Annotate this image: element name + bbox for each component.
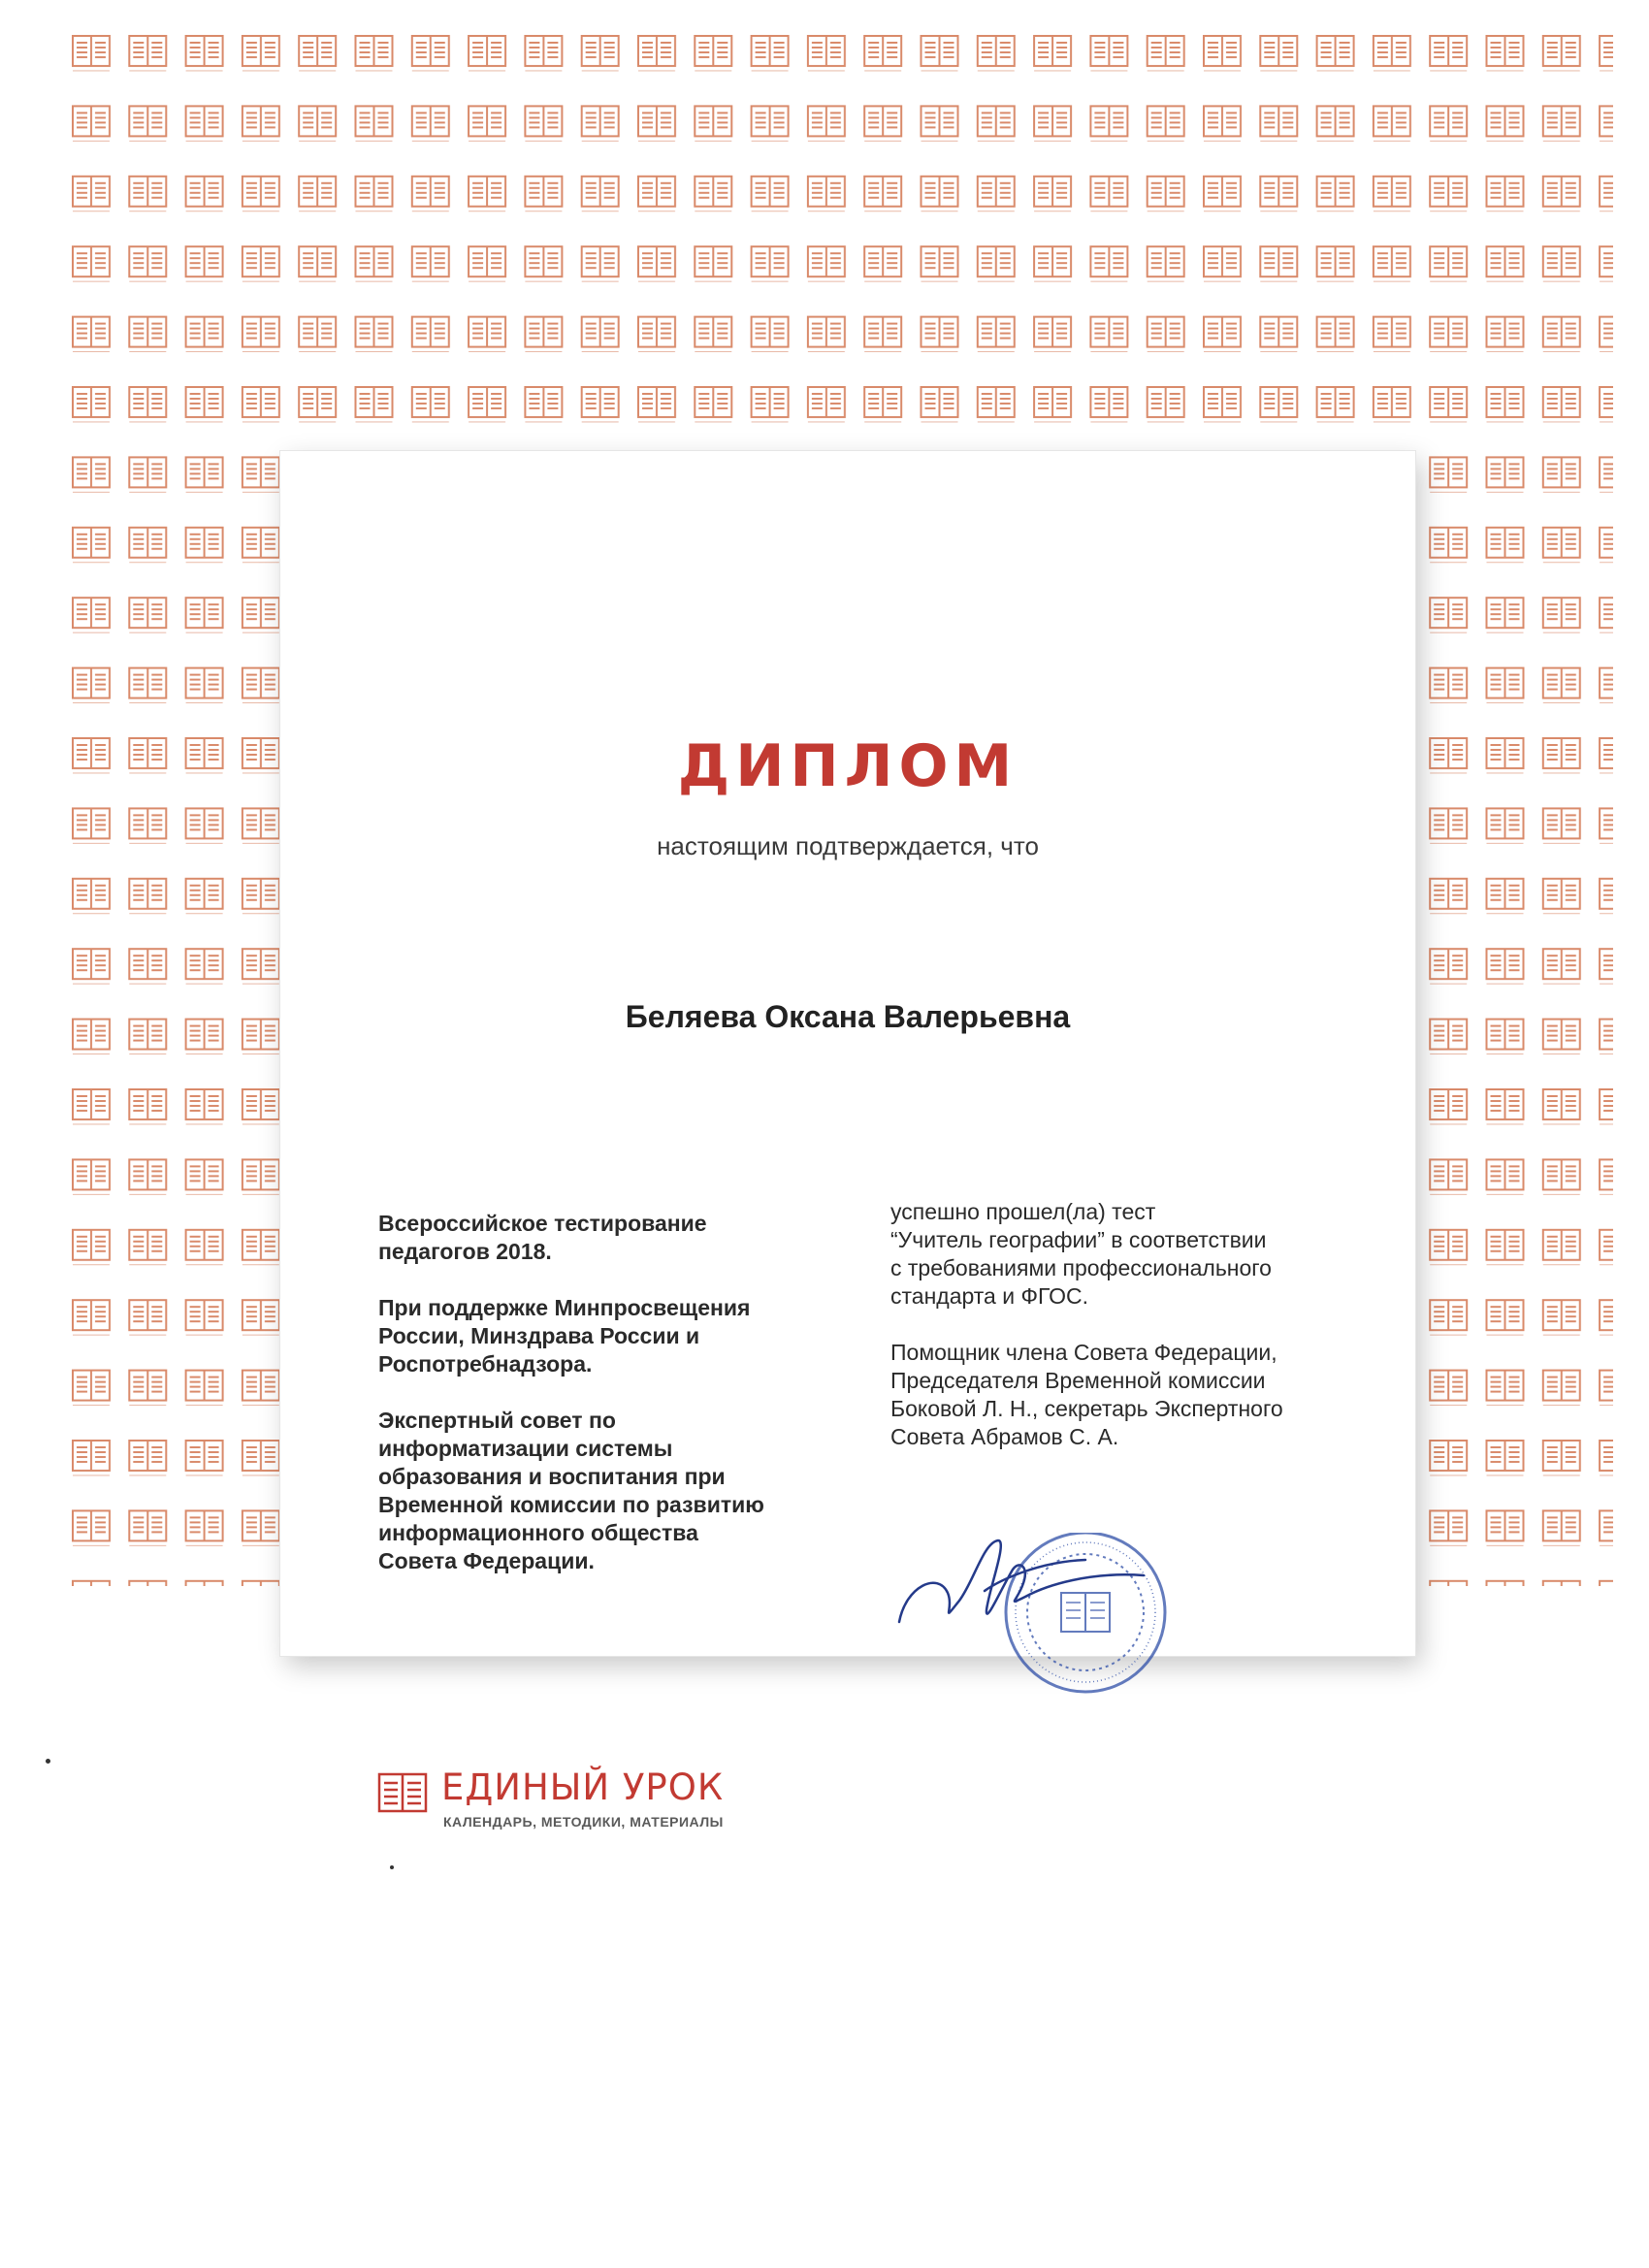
handwritten-signature (899, 1540, 1144, 1622)
signature-and-stamp (891, 1533, 1202, 1717)
diploma-subtitle: настоящим подтверждается, что (657, 831, 1039, 860)
organization-info (378, 1210, 766, 1604)
scan-speck (390, 1865, 394, 1869)
round-stamp-icon (1006, 1533, 1165, 1692)
scan-speck (46, 1759, 50, 1764)
testing-event-text: Всероссийское тестирование педагогов 2018. (378, 1211, 707, 1264)
logo-tagline: КАЛЕНДАРЬ, МЕТОДИКИ, МАТЕРИАЛЫ (443, 1814, 724, 1830)
expert-council-text: Экспертный совет по информатизации системы образования и воспитания при Временной комиссии по развитию информационного общества Совета Федерации. (378, 1408, 764, 1573)
signatory-text: Помощник члена Совета Федерации, Председателя Временной комиссии Боковой Л. Н., секретарь Экспертного Совета Абрамов С. А. (890, 1340, 1283, 1449)
result-info (890, 1198, 1356, 1479)
recipient-name: Беляева Оксана Валерьевна (625, 999, 1071, 1034)
open-book-icon (377, 1770, 428, 1815)
diploma-certificate (280, 451, 1415, 1830)
support-text: При поддержке Минпросвещения России, Минздрава России и Роспотребнадзора. (378, 1295, 751, 1377)
edinyi-urok-logo (377, 1766, 725, 1830)
test-result-text: успешно прошел(ла) тест “Учитель географии” в соответствии с требованиями профессионального стандарта и ФГОС. (890, 1199, 1272, 1309)
diploma-title: ДИПЛОМ (677, 732, 1018, 800)
logo-name: ЕДИНЫЙ УРОК (441, 1766, 725, 1808)
